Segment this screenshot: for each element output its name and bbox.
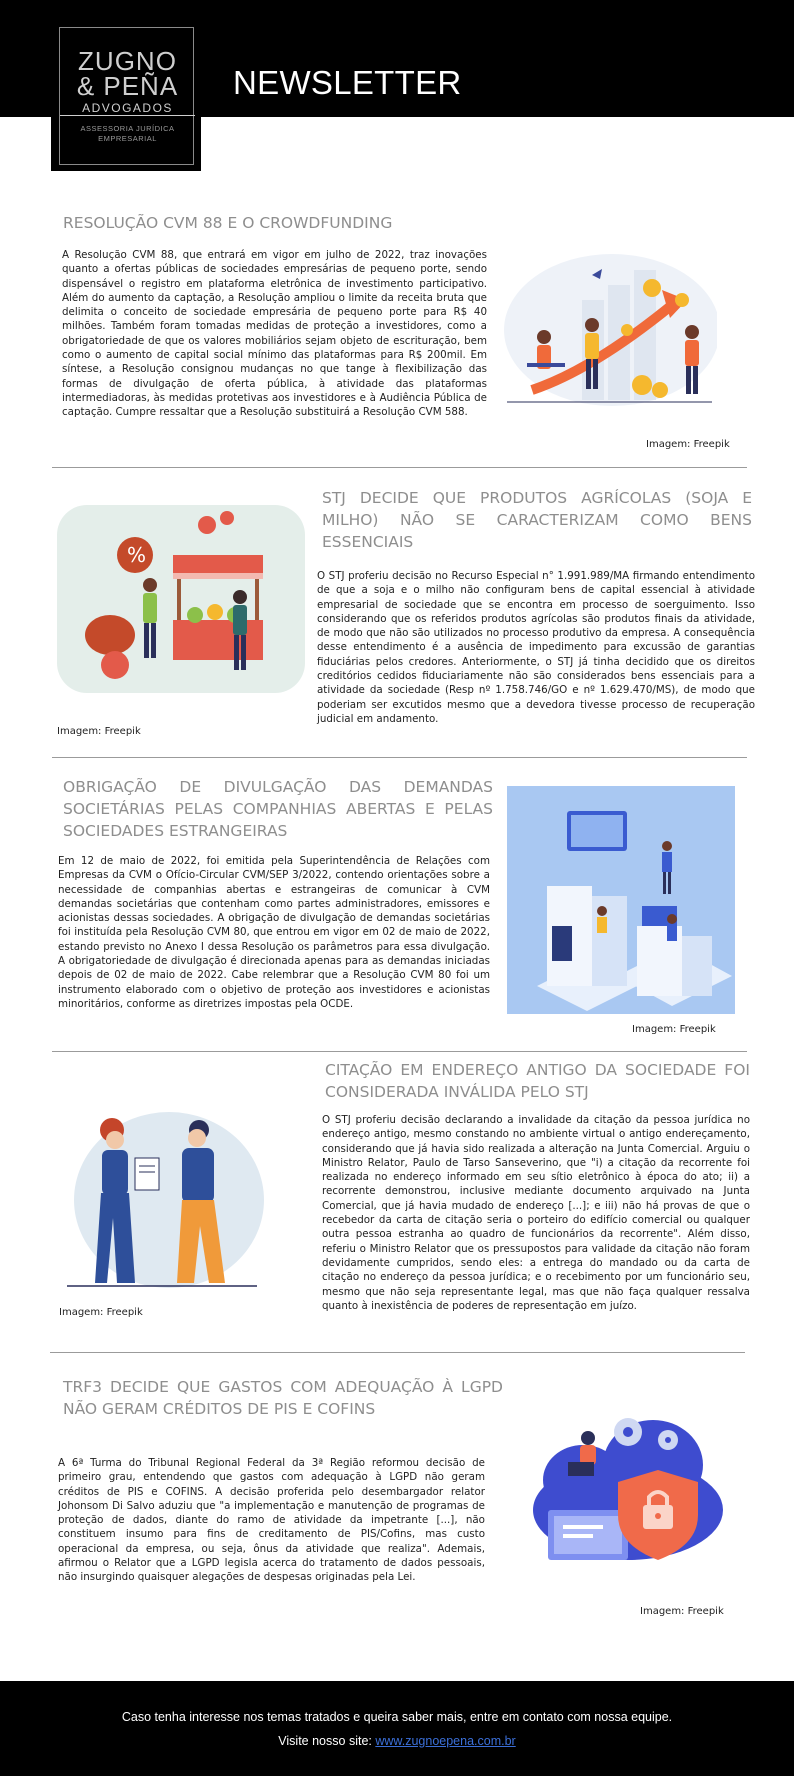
company-logo [51,0,201,171]
footer [0,1681,794,1776]
divider-4 [50,1352,745,1353]
divider-1 [52,467,747,468]
divider-2 [52,757,747,758]
article-5-body: A 6ª Turma do Tribunal Regional Federal da 3ª Região reformou decisão de primeiro grau, entendendo que gastos com adequação à LGPD não geram créditos de PIS e COFINS. A decisão proferida pelo desembargador relator Johonsom Di Salvo aduziu que "a implementação e manutenção de programas de proteção de dados, diante do ramo de atividade da impetrante [...], não constituem insumo para fins de creditamento de PIS/Cofins, mas custo operacional da empresa, ou seja, ônus da atividade que realiza". Ademais, afirmou o Relator que a LGPD legisla acerca do tratamento de dados pessoais, não insurgindo quaisquer alegações de despesas originadas pela Lei. [58,1457,485,1584]
article-3-body: Em 12 de maio de 2022, foi emitida pela Superintendência de Relações com Empresas da CVM o Ofício-Circular CVM/SEP 3/2022, contendo orientações sobre a necessidade de companhias abertas e estrangeiras de comunicar à CVM demandas societárias que contenham como partes administradores, emissores e acionistas dessas sociedades. A obrigação de divulgação de demandas societárias foi instituída pela Resolução CVM 80, que entrou em vigor em 02 de maio de 2022, estando previsto no Anexo I dessa Resolução os parâmetros para essa divulgação. A obrigatoriedade de divulgação é direcionada apenas para as demandas iniciadas depois de 02 de maio de 2022. Cabe relembrar que a Resolução CVM 80 foi um instrumento elaborado com o objetivo de proteção aos investidores e acionistas minoritários, conforme as diretrizes impostas pela OCDE. [58,855,490,1010]
agriculture-illustration [55,500,307,695]
article-4-caption: Imagem: Freepik [59,1307,143,1318]
footer-visit-line [0,1734,794,1748]
logo-subtitle-1: ASSESSORIA JURÍDICA [80,124,175,133]
article-4-body: O STJ proferiu decisão declarando a invalidade da citação da pessoa jurídica no endereço antigo, mesmo constando no ambiente virtual o antigo endereçamento, considerando que já havia sido realizada a alteração na Junta Comercial. Arguiu o Ministro Relator, Paulo de Tarso Sanseverino, que "i) a citação da recorrente foi realizada no endereço informado em seu sítio eletrônico à época do ato; ii) a recorrente demonstrou, inclusive mediante documento arquivado na Junta Comercial, que já havia mudado de endereço [...]; e iii) não há provas de que o recebedor da carta de citação seria o porteiro do edifício comercial ou qualquer outra pessoa estranha ao quadro de funcionários da recorrente". Além disso, referiu o Ministro Relator que os pressupostos para validade da citação não foram devidamente cumpridos, sendo eles: a entrega do mandado ou da carta de citação no endereço da pessoa jurídica; e o recebimento por um funcionário seu, mesmo que não seja representante legal, mas que não faça qualquer ressalva quanto à inexistência de poderes de representação em juízo. [322,1114,750,1312]
logo-frame [59,27,194,165]
footer-contact-text: Caso tenha interesse nos temas tratados e queira saber mais, entre em contato com nossa equipe. [121,1710,673,1724]
article-1-caption: Imagem: Freepik [646,439,730,450]
data-center-illustration [507,786,735,1014]
article-2-body: O STJ proferiu decisão no Recurso Especial n° 1.991.989/MA firmando entendimento de que a soja e o milho não configuram bens de capital essencial à atividade empresarial de sociedade que se encontra em processo de soerguimento. Isso considerando que os referidos produtos agrícolas são produtos finais da atividade, de modo que não são utilizados no processo produtivo da empresa. A consequência desse entendimento é a ausência de impedimento para excussão de garantias fiduciárias pelos credores. Anteriormente, o STJ já tinha decidido que os direitos creditórios cedidos fiduciariamente não são considerados bens essenciais para a atividade da sociedade (Resp nº 1.758.746/GO e nº 1.629.470/MS), de modo que poderiam ser excutidos mesmo que a devedora tivesse processo de recuperação judicial em andamento. [317,570,755,725]
citation-illustration [57,1108,267,1293]
newsletter-title: NEWSLETTER [233,64,462,101]
logo-line-zugno: ZUGNO [78,46,177,76]
crowdfunding-illustration [502,250,717,410]
article-3-caption: Imagem: Freepik [632,1024,716,1035]
article-2-title: STJ DECIDE QUE PRODUTOS AGRÍCOLAS (SOJA E MILHO) NÃO SE CARACTERIZAM COMO BENS ESSENCIAIS [322,489,752,551]
logo-subtitle-2: EMPRESARIAL [98,134,157,143]
article-5-title: TRF3 DECIDE QUE GASTOS COM ADEQUAÇÃO À LGPD NÃO GERAM CRÉDITOS DE PIS E COFINS [63,1378,503,1418]
article-1-title: RESOLUÇÃO CVM 88 E O CROWDFUNDING [63,214,393,232]
logo-line-advogados: ADVOGADOS [60,101,195,116]
lgpd-security-illustration [528,1410,728,1575]
article-3-title: OBRIGAÇÃO DE DIVULGAÇÃO DAS DEMANDAS SOCIETÁRIAS PELAS COMPANHIAS ABERTAS E PELAS SOCIEDADES ESTRANGEIRAS [63,778,493,840]
article-2-caption: Imagem: Freepik [57,726,141,737]
website-link[interactable]: www.zugnoepena.com.br [375,1734,516,1748]
footer-visit-label: Visite nosso site: [278,1734,376,1748]
article-1-body: A Resolução CVM 88, que entrará em vigor em julho de 2022, traz inovações quanto a ofertas públicas de sociedades empresárias de pequeno porte, sendo dispensável o registro em plataforma eletrônica de investimento participativo. Além do aumento da captação, a Resolução ampliou o limite da receita bruta que delimita o conceito de sociedade empresária de pequeno porte para R$ 40 milhões. Também foram tomadas medidas de proteção a investidores, como a obrigatoriedade de que os valores mobiliários sejam objeto de escrituração, bem como o aumento de capital social mínimo das plataformas para R$ 200mil. Em síntese, a Resolução consignou mudanças no que tange à flexibilização das formas de divulgação de oferta pública, à atividade das plataformas intermediadoras, às medidas protetivas aos investidores e à Audiência Pública de captação. Cumpre ressaltar que a Resolução substituirá a Resolução CVM 588. [62,249,487,419]
logo-line-pena: & PEÑA [76,71,179,101]
article-4-title: CITAÇÃO EM ENDEREÇO ANTIGO DA SOCIEDADE FOI CONSIDERADA INVÁLIDA PELO STJ [325,1061,750,1101]
article-5-caption: Imagem: Freepik [640,1606,724,1617]
divider-3 [52,1051,747,1052]
svg-text:%: % [127,543,147,567]
